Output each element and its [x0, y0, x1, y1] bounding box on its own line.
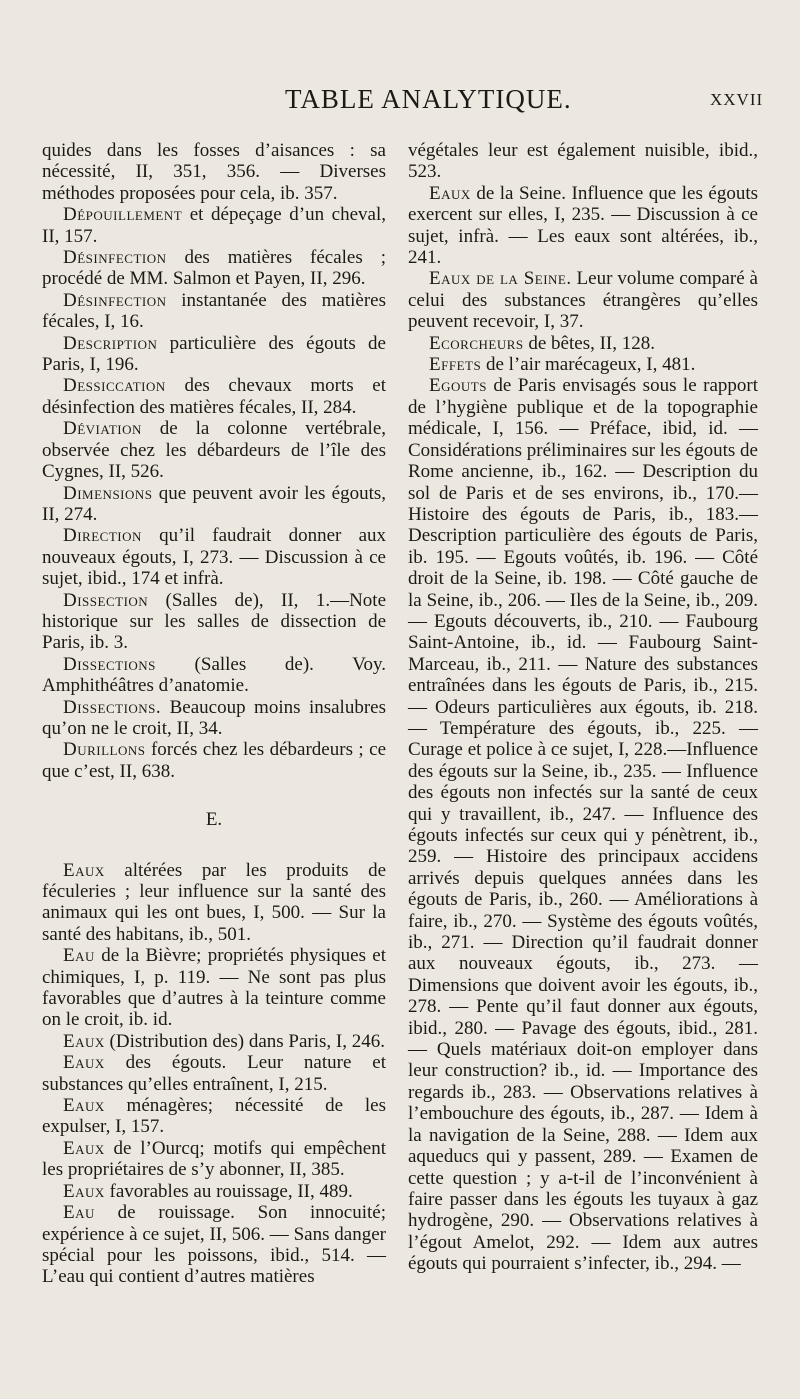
index-entry — [42, 525, 386, 589]
entry-text: de l’Ourcq; motifs qui empêchent les propriétaires de s’y abonner, II, 385. — [42, 1137, 386, 1181]
entry-headword: Effets — [429, 354, 482, 376]
index-entry — [408, 268, 758, 332]
entry-text: particulière des égouts de Paris, I, 196. — [42, 332, 386, 376]
entry-headword: Eaux — [63, 859, 105, 881]
entry-headword: Eaux — [63, 1095, 105, 1117]
index-entry — [42, 590, 386, 654]
entry-headword: Ecorcheurs — [429, 332, 524, 354]
entry-headword: Dimensions — [63, 482, 153, 504]
index-entry — [42, 204, 386, 247]
index-entry — [42, 375, 386, 418]
index-entry — [408, 183, 758, 269]
page-header — [0, 84, 800, 118]
entry-text: (Salles de). Voy. Amphithéâtres d’anatomie. — [42, 653, 386, 697]
index-entry — [408, 375, 758, 1274]
entry-headword: Dissection — [63, 589, 149, 611]
index-entry — [42, 418, 386, 482]
entry-text: de l’air marécageux, I, 481. — [481, 354, 696, 376]
entries-d — [42, 204, 386, 782]
index-entry — [42, 739, 386, 782]
index-entry — [42, 654, 386, 697]
entry-text: de la Bièvre; propriétés physiques et chimiques, I, p. 119. — Ne sont pas plus favorables que d’autres à la teinture comme on le croit, ib. id. — [42, 945, 386, 1031]
entry-headword: Déviation — [63, 418, 142, 440]
index-entry — [42, 1052, 386, 1095]
index-entry — [42, 860, 386, 946]
entry-text: de Paris envisagés sous le rapport de l’hygiène publique et de la topographie médicale, I, 156. — Préface, ibid, id. — Considérations préliminaires sur les égouts de Rome ancienne, ib., 162. — Description du sol de Paris et de ses environs, ib., 170.— Histoire des égouts de Paris, ib., 183.— Description particulière des égouts de Paris, ib. 195. — Egouts voûtés, ib. 196. — Côté droit de la Seine, ib. 198. — Côté gauche de la Seine, ib., 206. — Iles de la Seine, ib., 209. — Egouts découverts, ib., 210. — Faubourg Saint-Antoine, ib., id. — Faubourg Saint-Marceau, ib., 211. — Nature des substances entraînées dans les égouts de Paris, ib., 215. — Odeurs particulières aux égouts, ib. 218. — Température des égouts, ib., 225. — Curage et police à ce sujet, I, 228.—Influence des égouts sur la Seine, ib., 235. — Influence des égouts non infectés sur la santé de ceux qui y travaillent, ib., 247. — Influence des égouts infectés sur ceux qui y pénètrent, ib., 259. — Histoire des principaux accidens arrivés depuis quelques années dans les égouts de Paris, ib., 260. — Améliorations à faire, ib., 270. — Système des égouts voûtés, ib., 271. — Direction qu’il faudrait donner aux nouveaux égouts, ib., 273. — Dimensions que doivent avoir les égouts, ib., 278. — Pente qu’il faut donner aux égouts, ibid., 280. — Pavage des égouts, ibid., 281. — Quels matériaux doit-on employer dans leur construction? ib., id. — Importance des regards ib., 283. — Observations relatives à l’embouchure des égouts, ib., 287. — Idem à la navigation de la Seine, 288. — Idem aux aqueducs qui y passent, 289. — Examen de cette question ; y a-t-il de l’inconvénient à faire passer dans les égouts les tuyaux à gaz hydrogène, 290. — Observations relatives à l’égout Amelot, 292. — Idem aux autres égouts qui pourraient s’infecter, ib., 294. — — [408, 375, 758, 1275]
index-entry — [42, 1202, 386, 1288]
entry-text: (Salles de), II, 1.—Note historique sur les salles de dissection de Paris, ib. 3. — [42, 589, 386, 654]
right-column — [408, 140, 758, 1275]
continuation-text: quides dans les fosses d’aisances : sa nécessité, II, 351, 356. — Diverses méthodes proposées pour cela, ib. 357. — [42, 140, 386, 204]
entry-text: Beaucoup moins insalubres qu’on ne le croit, II, 34. — [42, 696, 386, 739]
entry-text: qu’il faudrait donner aux nouveaux égouts, I, 273. — Discussion à ce sujet, ibid., 174 et infrà. — [42, 525, 386, 590]
entry-headword: Eaux — [429, 182, 471, 204]
entry-text: des matières fécales ; procédé de MM. Salmon et Payen, II, 296. — [42, 247, 386, 290]
entry-headword: Egouts — [429, 375, 487, 397]
entry-text: que peuvent avoir les égouts, II, 274. — [42, 482, 386, 525]
entry-headword: Désinfection — [63, 247, 167, 269]
entry-text: de la colonne vertébrale, observée chez les débardeurs de l’île des Cygnes, II, 526. — [42, 418, 386, 483]
entry-headword: Eaux — [63, 1137, 105, 1159]
index-entry — [42, 697, 386, 740]
index-entry — [42, 247, 386, 290]
entries-right — [408, 183, 758, 1275]
entry-text: ménagères; nécessité de les expulser, I, 157. — [42, 1095, 386, 1138]
entry-text: de la Seine. Influence que les égouts exercent sur elles, I, 235. — Discussion à ce sujet, infrà. — Les eaux sont altérées, ib., 241. — [408, 182, 758, 269]
entry-text: des chevaux morts et désinfection des matières fécales, II, 284. — [42, 375, 386, 418]
index-entry — [42, 945, 386, 1031]
entry-text: favorables au rouissage, II, 489. — [104, 1180, 353, 1202]
entry-text: de bêtes, II, 128. — [523, 332, 656, 354]
entry-headword: Eaux — [63, 1052, 105, 1074]
index-entry — [42, 1138, 386, 1181]
entry-headword: Eaux de la Seine. — [429, 268, 572, 290]
index-entry — [42, 333, 386, 376]
entry-headword: Eaux — [63, 1180, 105, 1202]
page-number: XXVII — [710, 90, 764, 109]
entry-headword: Dépouillement — [63, 204, 183, 226]
entries-e — [42, 860, 386, 1288]
entry-headword: Dissections — [63, 653, 156, 675]
entry-text: instantanée des matières fécales, I, 16. — [42, 289, 386, 333]
index-entry — [42, 1095, 386, 1138]
left-column — [42, 140, 386, 1288]
section-letter: E. — [205, 809, 223, 831]
entry-text: de rouissage. Son innocuité; expérience à ce sujet, II, 506. — Sans danger spécial pour les poissons, ibid., 514. — L’eau qui contient d’autres matières — [42, 1202, 386, 1288]
entry-text: Leur volume comparé à celui des substances étrangères qu’elles peuvent recevoir, I, 37. — [408, 268, 758, 333]
entry-text: (Distribution des) dans Paris, I, 246. — [104, 1030, 386, 1052]
continuation-text: végétales leur est également nuisible, ibid., 523. — [408, 140, 758, 183]
index-entry — [42, 483, 386, 526]
index-entry — [42, 1031, 386, 1052]
entry-headword: Direction — [63, 525, 142, 547]
entry-headword: Dissections. — [63, 696, 162, 718]
entry-text: des égouts. Leur nature et substances qu’elles entraînent, I, 215. — [42, 1052, 386, 1095]
entry-headword: Eau — [63, 1202, 95, 1224]
entry-headword: Dessiccation — [63, 375, 166, 397]
index-entry — [408, 354, 758, 375]
index-entry — [42, 1181, 386, 1202]
entry-headword: Description — [63, 332, 158, 354]
entry-text: forcés chez les débardeurs ; ce que c’est, II, 638. — [42, 739, 386, 782]
entry-text: et dépeçage d’un cheval, II, 157. — [42, 204, 386, 247]
index-entry — [42, 290, 386, 333]
entry-text: altérées par les produits de féculeries ; leur influence sur la santé des animaux qui les ont bues, I, 500. — Sur la santé des habitans, ib., 501. — [42, 859, 386, 945]
index-entry — [408, 333, 758, 354]
entry-headword: Eaux — [63, 1030, 105, 1052]
running-title: TABLE ANALYTIQUE. — [285, 84, 572, 114]
entry-headword: Désinfection — [63, 289, 167, 311]
entry-headword: Eau — [63, 945, 95, 967]
entry-headword: Durillons — [63, 739, 146, 761]
